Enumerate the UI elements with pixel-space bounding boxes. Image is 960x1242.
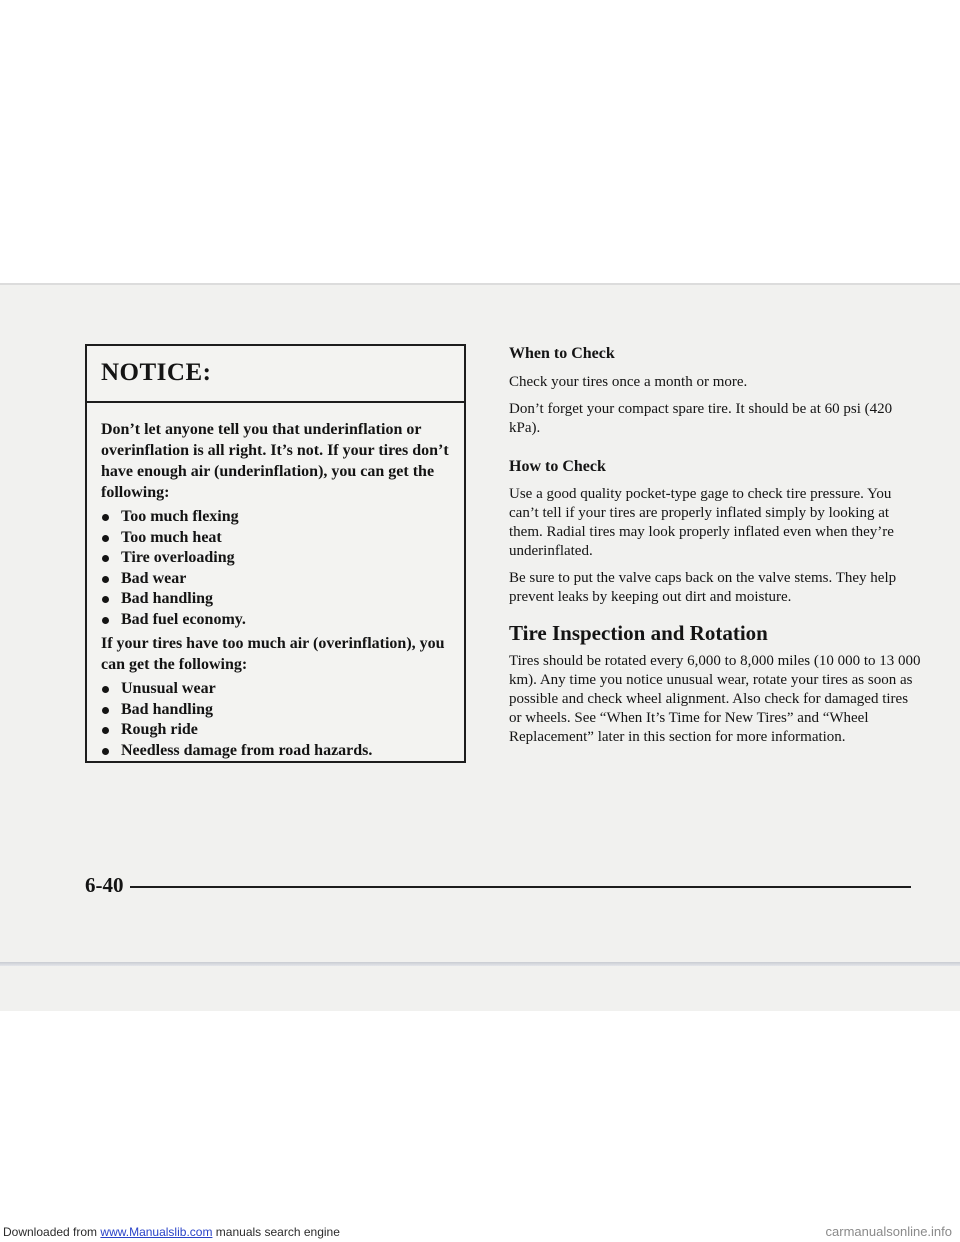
- page-number: 6-40: [85, 873, 124, 897]
- when-to-check-p2: Don’t forget your compact spare tire. It should be at 60 psi (420 kPa).: [509, 401, 893, 436]
- list-item: Bad handling: [101, 589, 454, 610]
- how-to-check-p1: Use a good quality pocket-type gage to check tire pressure. You can’t tell if your tires are properly inflated simply by looking at them. Radial tires may look properly inflated even when they’re underinflated.: [509, 486, 894, 559]
- how-to-check-heading: How to Check: [509, 458, 606, 475]
- right-column: [509, 344, 924, 747]
- list-item: Bad wear: [101, 569, 454, 590]
- overinflation-list: [101, 679, 454, 761]
- notice-body: [87, 403, 464, 761]
- rotation-p1: Tires should be rotated every 6,000 to 8,000 miles (10 000 to 13 000 km). Any time you notice unusual wear, rotate your tires as soon as possible and check wheel alignment. Also check for damaged tires or wheels. See “When It’s Time for New Tires” and “Wheel Replacement” later in this section for more information.: [509, 653, 921, 745]
- site-watermark: carmanualsonline.info: [825, 1224, 952, 1239]
- list-item: Bad handling: [101, 700, 454, 721]
- when-to-check-heading: When to Check: [509, 345, 615, 362]
- notice-heading: NOTICE:: [87, 346, 464, 403]
- when-to-check-p1: Check your tires once a month or more.: [509, 374, 748, 390]
- list-item: Too much flexing: [101, 507, 454, 528]
- scan-edge-bottom: [0, 962, 960, 966]
- footer-rule: [130, 886, 911, 888]
- how-to-check-p2: Be sure to put the valve caps back on the valve stems. They help prevent leaks by keeping out dirt and moisture.: [509, 570, 897, 605]
- scan-edge-top: [0, 283, 960, 285]
- list-item: Too much heat: [101, 528, 454, 549]
- notice-box: [85, 344, 466, 763]
- rotation-heading: Tire Inspection and Rotation: [509, 621, 768, 645]
- underinflation-list: [101, 507, 454, 630]
- list-item: Rough ride: [101, 720, 454, 741]
- banner-prefix: Downloaded from: [3, 1225, 98, 1239]
- notice-intro: Don’t let anyone tell you that underinflation or overinflation is all right. It’s not. If your tires don’t have enough air (underinflation), you can get the following:: [101, 421, 449, 501]
- list-item: Needless damage from road hazards.: [101, 741, 454, 762]
- list-item: Unusual wear: [101, 679, 454, 700]
- banner-suffix: manuals search engine: [215, 1225, 340, 1239]
- notice-overinflation-intro: If your tires have too much air (overinflation), you can get the following:: [101, 635, 445, 673]
- download-banner: [3, 1225, 340, 1239]
- list-item: Tire overloading: [101, 548, 454, 569]
- list-item: Bad fuel economy.: [101, 610, 454, 631]
- manualslib-link[interactable]: www.Manualslib.com: [100, 1225, 213, 1239]
